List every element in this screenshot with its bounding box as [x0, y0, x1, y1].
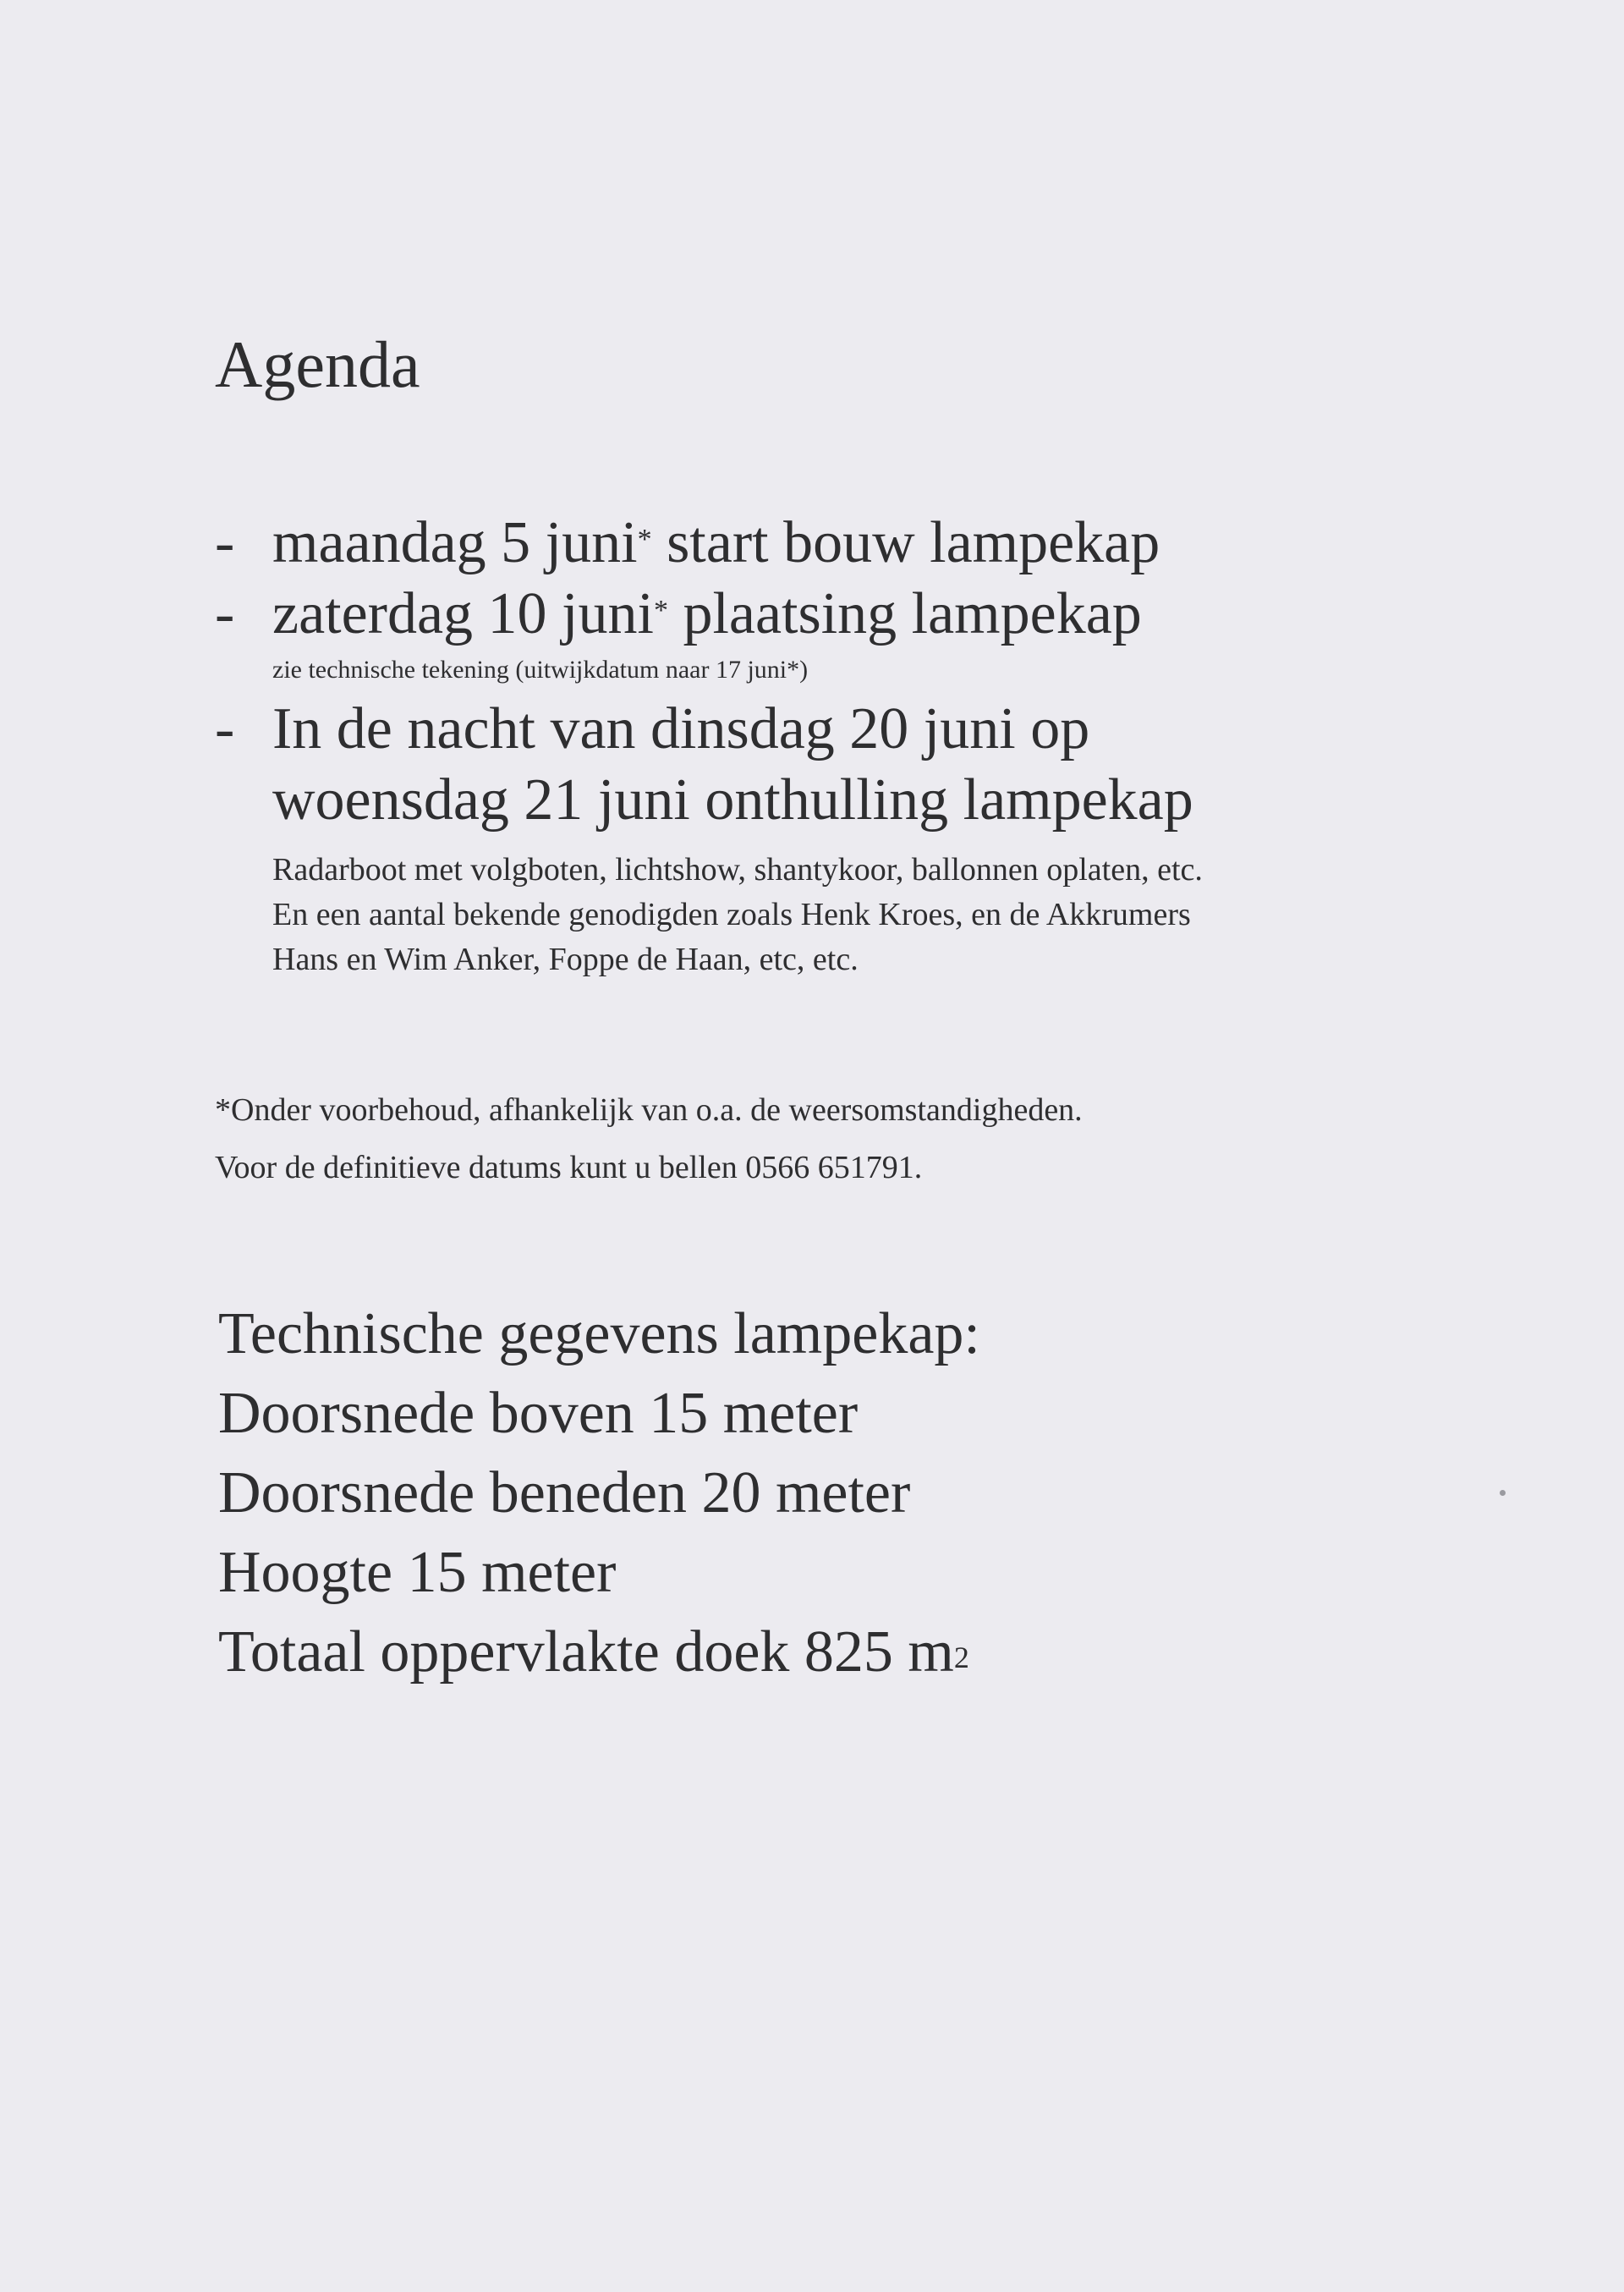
agenda-item-unveiling [215, 694, 1484, 982]
page-title: Agenda [215, 327, 420, 401]
agenda-item-text [272, 579, 1484, 650]
agenda-item-event: start bouw lampekap [651, 510, 1160, 575]
spec-height: Hoogte 15 meter [218, 1540, 617, 1605]
agenda-item-text-line: woensdag 21 juni onthulling lampekap [272, 767, 1193, 833]
specs-heading: Technische gegevens lampekap: [218, 1301, 980, 1366]
spec-top-diameter: Doorsnede boven 15 meter [218, 1381, 859, 1446]
disclaimer-text: *Onder voorbehoud, afhankelijk van o.a. de weersomstandigheden. [215, 1092, 1083, 1128]
agenda-item-event: plaatsing lampekap [667, 581, 1142, 646]
contact-text: Voor de definitieve datums kunt u bellen 0566 651791. [215, 1149, 923, 1185]
asterisk-mark: * [637, 524, 652, 555]
spec-area-exponent: 2 [953, 1641, 969, 1674]
agenda-item-details [272, 848, 1484, 982]
agenda-item-start-build [215, 508, 1484, 579]
detail-line: Radarboot met volgboten, lichtshow, shantykoor, ballonnen oplaten, etc. [272, 852, 1203, 888]
agenda-list [215, 508, 1484, 982]
list-bullet: - [215, 696, 235, 761]
technical-specs [218, 1294, 980, 1692]
agenda-item-date: zaterdag 10 juni [272, 581, 654, 646]
spec-bottom-diameter: Doorsnede beneden 20 meter [218, 1460, 911, 1525]
list-bullet: - [215, 581, 235, 646]
spec-area-text: Totaal oppervlakte doek 825 m [218, 1619, 954, 1685]
footnotes [215, 1091, 1083, 1187]
list-bullet: - [215, 510, 235, 575]
asterisk-mark: * [653, 595, 668, 626]
agenda-item-text [272, 508, 1484, 579]
agenda-item-note: zie technische tekening (uitwijkdatum naar 17 juni*) [272, 656, 809, 684]
detail-line: En een aantal bekende genodigden zoals Henk Kroes, en de Akkrumers [272, 897, 1191, 932]
agenda-item-text-line: In de nacht van dinsdag 20 juni op [272, 696, 1090, 761]
detail-line: Hans en Wim Anker, Foppe de Haan, etc, etc. [272, 942, 859, 977]
agenda-item-placement [215, 579, 1484, 689]
spec-area [218, 1613, 980, 1692]
paper-speck [1500, 1490, 1506, 1496]
agenda-item-date: maandag 5 juni [272, 510, 638, 575]
